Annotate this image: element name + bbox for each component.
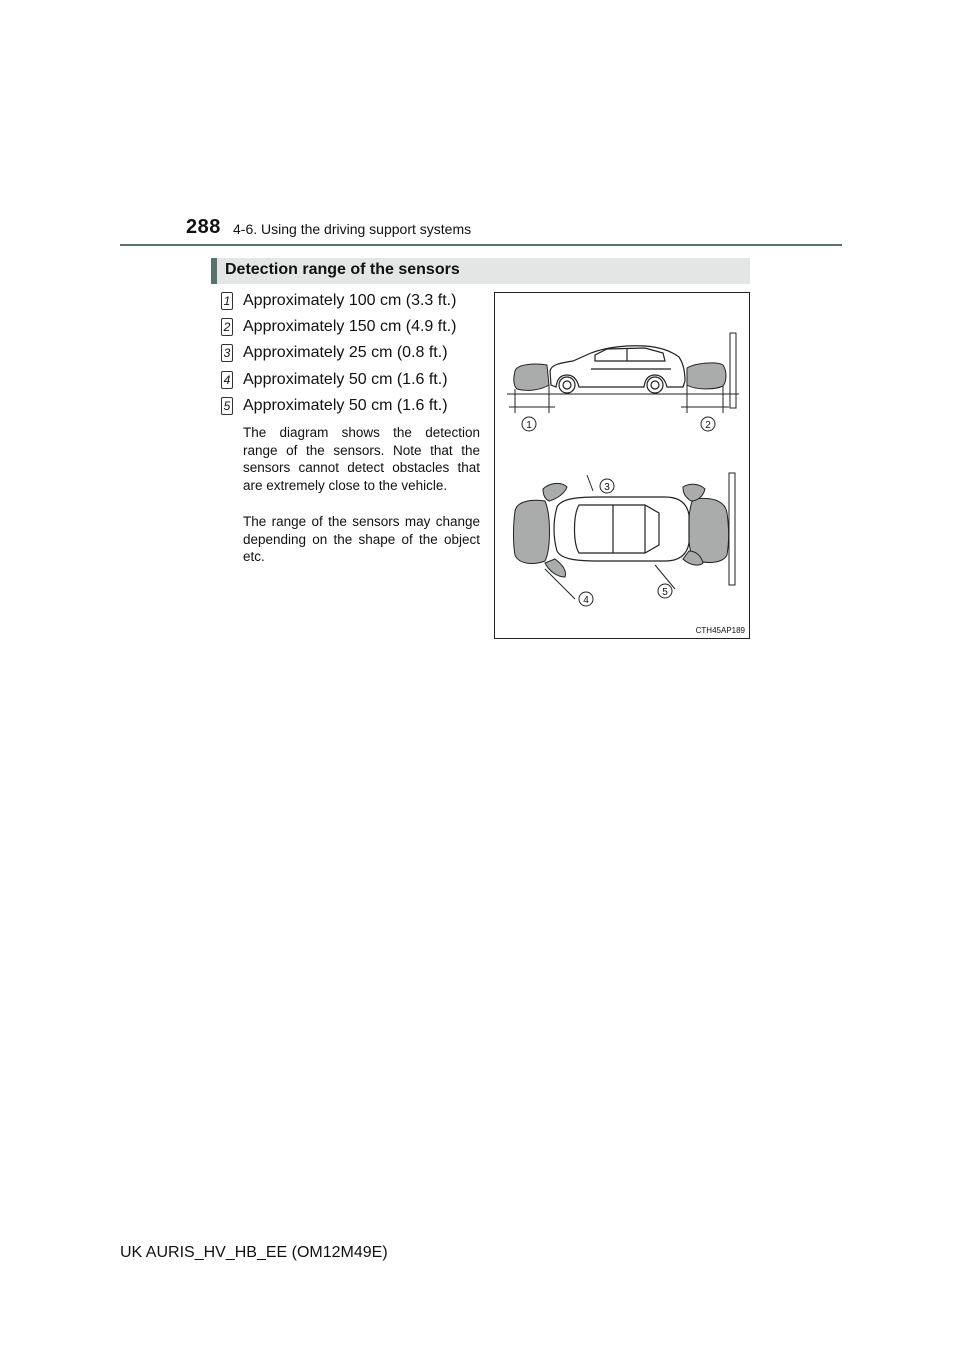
callout-label-5: 5 (662, 587, 668, 598)
callout-label-2: 2 (705, 420, 711, 431)
item-number-badge: 3 (221, 344, 233, 362)
item-text: Approximately 150 cm (4.9 ft.) (243, 318, 457, 335)
item-text: Approximately 50 cm (1.6 ft.) (243, 397, 448, 414)
list-item (221, 289, 456, 313)
figure-code: CTH45AP189 (695, 626, 745, 635)
list-item (221, 394, 448, 418)
note-paragraph: The range of the sensors may change depending on the shape of the object etc. (243, 514, 480, 564)
item-number-badge: 2 (221, 318, 233, 336)
list-item (221, 368, 448, 392)
front-detection-zone (687, 363, 726, 389)
sensor-range-figure (494, 292, 750, 639)
wall-top (729, 473, 735, 585)
car-top-view (554, 497, 689, 561)
callout-label-4: 4 (583, 595, 589, 606)
header-rule (120, 244, 842, 246)
item-text: Approximately 25 cm (0.8 ft.) (243, 344, 448, 361)
rear-center-zone (514, 500, 550, 563)
car-side-view (550, 346, 685, 393)
footer-model-code: UK AURIS_HV_HB_EE (OM12M49E) (120, 1244, 388, 1261)
header-title: 4-6. Using the driving support systems (233, 221, 472, 237)
list-item (221, 341, 448, 365)
callout-label-3: 3 (604, 482, 610, 493)
section-heading (211, 258, 750, 284)
item-number-badge: 5 (221, 397, 233, 415)
section-title: Detection range of the sensors (225, 261, 460, 278)
sensor-diagram (495, 293, 751, 640)
rear-corner-zone-lower (545, 559, 566, 577)
rear-corner-zone-upper (543, 483, 567, 501)
list-item (221, 315, 456, 339)
wall (730, 333, 736, 408)
note-paragraph: The diagram shows the detection range of the sensors. Note that the sensors cannot detect obstacles that are extremely close to the vehicle. (243, 425, 480, 493)
item-number-badge: 4 (221, 371, 233, 389)
item-number-badge: 1 (221, 292, 233, 310)
callout-label-1: 1 (526, 420, 532, 431)
page-number: 288 (186, 216, 221, 238)
item-text: Approximately 100 cm (3.3 ft.) (243, 292, 457, 309)
rear-detection-zone (514, 364, 549, 390)
item-text: Approximately 50 cm (1.6 ft.) (243, 371, 448, 388)
